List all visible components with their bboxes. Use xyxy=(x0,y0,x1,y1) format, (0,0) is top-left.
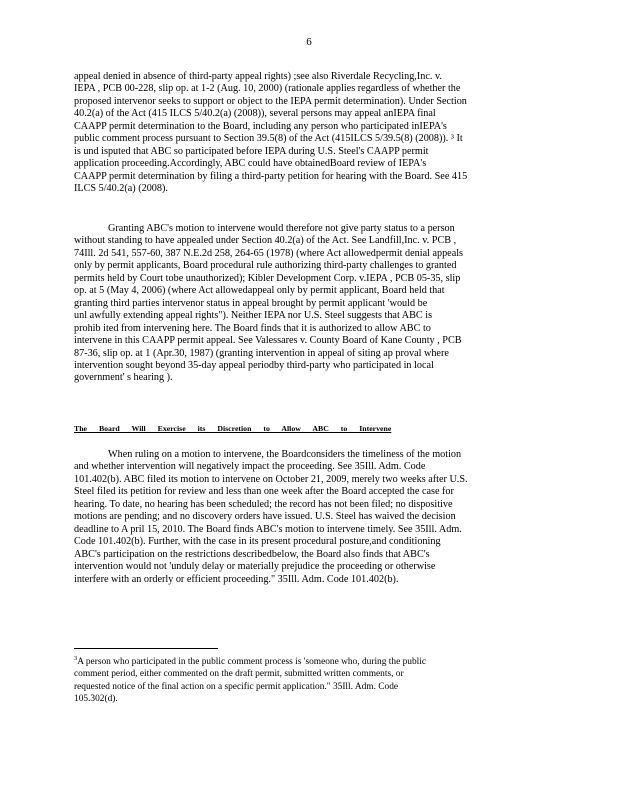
text-line: permits held by Court tobe unauthorized); Kibler Development Corp. v.IEPA , PCB 05-35, slip xyxy=(74,272,461,284)
text-line: and whether intervention will negatively impact the proceeding. See 35Ill. Adm. Code xyxy=(74,461,426,473)
text-line: without standing to have appealed under Section 40.2(a) of the Act. See Landfill,Inc. v. PCB , xyxy=(74,235,457,247)
text-line: ILCS 5/40.2(a) (2008). xyxy=(74,183,168,195)
footnote-marker: 3 xyxy=(74,656,78,662)
text-line: intervention sought beyond 35-day appeal periodby third-party who participated in local xyxy=(74,359,434,371)
text-line: hearing. To date, no hearing has been scheduled; the record has not been filed; no dispositive xyxy=(74,498,453,510)
text-line: Steel filed its petition for review and less than one week after the Board accepted the case for xyxy=(74,486,454,498)
text-line: is und isputed that ABC so participated before IEPA during U.S. Steel's CAAPP permit xyxy=(74,145,429,157)
text-line: IEPA , PCB 00-228, slip op. at 1-2 (Aug. 10, 2000) (rationale applies regardless of whether the xyxy=(74,83,461,95)
text-line: 87-36, slip op. at 1 (Apr.30, 1987) (granting intervention in appeal of siting ap proval where xyxy=(74,347,449,359)
text-line: Code 101.402(b). Further, with the case in its present procedural posture,and conditioning xyxy=(74,536,441,548)
text-line: op. at 5 (May 4, 2006) (where Act allowedappeal only by permit applicant, Board held that xyxy=(74,285,445,297)
footnote-divider xyxy=(74,648,218,649)
text-line: proposed intervenor seeks to support or object to the IEPA permit determination). Under Section xyxy=(74,95,467,107)
text-line: prohib ited from intervening here. The Board finds that it is authorized to allow ABC to xyxy=(74,322,431,334)
text-line: appeal denied in absence of third-party appeal rights) ;see also Riverdale Recycling,Inc. v. xyxy=(74,71,442,82)
text-line: 101.402(b). ABC filed its motion to intervene on October 21, 2009, merely two weeks after U.S. xyxy=(74,473,468,485)
text-line: motions are pending; and no discovery orders have issued. U.S. Steel has waived the decision xyxy=(74,511,456,523)
footnote xyxy=(74,656,542,706)
text-line: 105.302(d). xyxy=(74,694,118,705)
section-heading: The Board Will Exercise its Discretion to Allow ABC to Intervene xyxy=(74,424,392,433)
text-line: CAAPP permit determination to the Board, including any person who participated inIEPA's xyxy=(74,120,447,132)
page-number: 6 xyxy=(306,36,312,48)
text-line: When ruling on a motion to intervene, the Boardconsiders the timeliness of the motion xyxy=(108,449,462,460)
paragraph-3 xyxy=(74,449,542,586)
footnote-text: A person who participated in the public comment process is 'someone who, during the public xyxy=(77,657,427,667)
text-line: application proceeding.Accordingly, ABC could have obtainedBoard review of IEPA's xyxy=(74,158,427,170)
text-line: Granting ABC's motion to intervene would therefore not give party status to a person xyxy=(108,223,455,234)
text-line: CAAPP permit determination by filing a third-party petition for hearing with the Board. See 415 xyxy=(74,170,468,182)
text-line: government' s hearing ). xyxy=(74,372,173,384)
text-line: public comment process pursuant to Section 39.5(8) of the Act (415ILCS 5/39.5(8) (2008)). ³ It xyxy=(74,133,463,145)
text-line: intervention would not 'unduly delay or materially prejudice the proceeding or otherwise xyxy=(74,561,436,573)
text-line: ABC's participation on the restrictions describedbelow, the Board also finds that ABC's xyxy=(74,548,430,560)
text-line: only by permit applicants, Board procedural rule authorizing third-party challenges to granted xyxy=(74,260,457,272)
text-line: 74Ill. 2d 541, 557-60, 387 N.E.2d 258, 264-65 (1978) (where Act allowedpermit denial appeals xyxy=(74,247,464,259)
text-line: requested notice of the final action on a specific permit application." 35Ill. Adm. Code xyxy=(74,681,399,692)
text-line xyxy=(74,656,542,668)
text-line: deadline to A pril 15, 2010. The Board finds ABC's motion to intervene timely. See 35Ill. Adm. xyxy=(74,523,462,535)
text-line: intervene in this CAAPP permit appeal. See Valessares v. County Board of Kane County , PCB xyxy=(74,335,462,347)
paragraph-2 xyxy=(74,223,542,385)
text-line: interfere with an orderly or efficient proceeding." 35Ill. Adm. Code 101.402(b). xyxy=(74,573,399,585)
text-line: granting third parties intervenor status in appeal brought by permit applicant 'would be xyxy=(74,297,428,309)
text-line: unl awfully extending appeal rights"). Neither IEPA nor U.S. Steel suggests that ABC is xyxy=(74,310,433,322)
paragraph-1 xyxy=(74,71,542,196)
text-line: comment period, either commented on the draft permit, submitted written comments, or xyxy=(74,669,404,680)
text-line: 40.2(a) of the Act (415 ILCS 5/40.2(a) (2008)), several persons may appeal anIEPA final xyxy=(74,108,436,120)
